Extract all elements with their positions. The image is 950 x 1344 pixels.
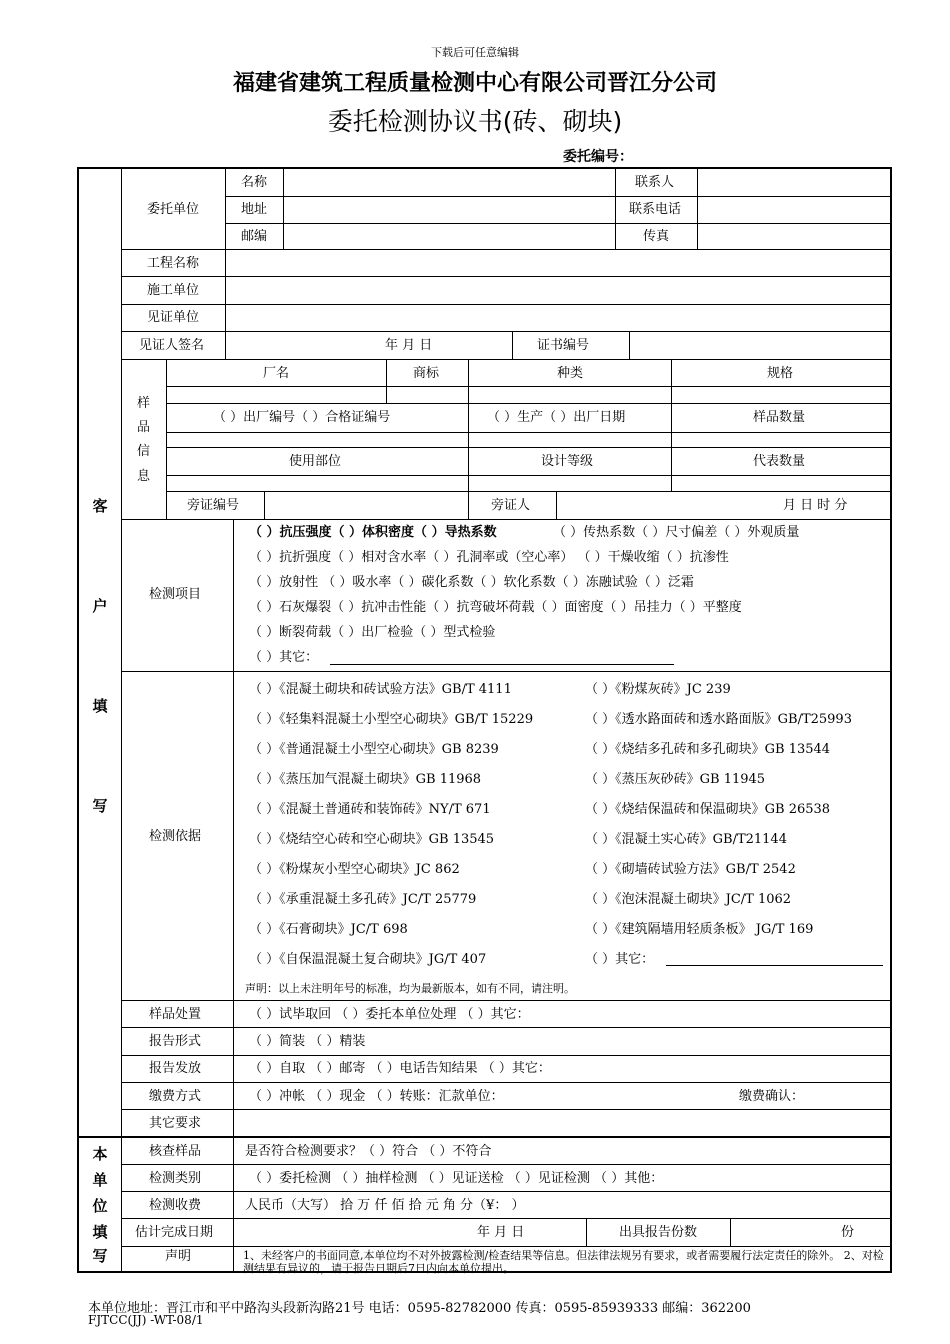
- report-copies-label: 出具报告份数: [619, 1225, 698, 1240]
- sample-quantity-label: 样品数量: [753, 410, 806, 425]
- basis-right-2[interactable]: （ ）《透水路面砖和透水路面版》GB/T25993: [585, 712, 852, 727]
- test-items-line-1[interactable]: （ ）抗压强度（ ）体积密度（ ）导热系数: [249, 525, 497, 540]
- basis-left-9[interactable]: （ ）《石膏砌块》JC/T 698: [249, 922, 408, 937]
- estimated-date-label: 估计完成日期: [135, 1225, 214, 1240]
- basis-right-1[interactable]: （ ）《粉煤灰砖》JC 239: [585, 682, 731, 697]
- test-items-line-3[interactable]: （ ）放射性 （ ）吸水率（ ）碳化系数（ ）软化系数（ ）冻融试验（ ）泛霜: [249, 575, 694, 590]
- test-items-label: 检测项目: [149, 587, 202, 602]
- test-items-line-1-tail[interactable]: （ ）传热系数（ ）尺寸偏差（ ）外观质量: [553, 525, 800, 540]
- footer-address: 本单位地址：晋江市和平中路沟头段新沟路21号 电话：0595-82782000 传真：0595-85939333 邮编：362200: [88, 1301, 751, 1316]
- design-grade-label: 设计等级: [541, 454, 594, 469]
- unit-fill-char-5: 写: [92, 1247, 108, 1265]
- basis-note: 声明：以上未注明年号的标准，均为最新版本，如有不同，请注明。: [245, 982, 575, 995]
- construction-unit-field[interactable]: [226, 277, 888, 303]
- test-fee-options[interactable]: 人民币（大写） 拾 万 仟 佰 拾 元 角 分（¥： ）: [245, 1198, 525, 1213]
- project-name-label: 工程名称: [147, 256, 200, 271]
- construction-unit-label: 施工单位: [147, 283, 200, 298]
- sample-info-char-4: 息: [137, 469, 151, 484]
- basis-left-5[interactable]: （ ）《混凝土普通砖和装饰砖》NY/T 671: [249, 802, 491, 817]
- unit-fill-char-4: 填: [92, 1223, 108, 1241]
- footer-code: FJTCC(JJ) -WT-08/1: [88, 1313, 204, 1327]
- client-unit-label: 委托单位: [147, 202, 200, 217]
- contact-field[interactable]: [698, 170, 888, 195]
- sample-info-char-3: 信: [137, 444, 151, 459]
- unit-fill-char-2: 单: [92, 1171, 108, 1189]
- fax-field[interactable]: [698, 224, 888, 248]
- unit-fill-char-3: 位: [92, 1197, 108, 1215]
- factory-name-label: 厂名: [263, 366, 290, 381]
- witness-unit-field[interactable]: [226, 305, 888, 330]
- basis-left-1[interactable]: （ ）《混凝土砌块和砖试验方法》GB/T 4111: [249, 682, 512, 697]
- side-evidence-person-label: 旁证人: [491, 498, 531, 513]
- test-category-label: 检测类别: [149, 1171, 202, 1186]
- client-name-field[interactable]: [284, 170, 614, 195]
- sample-info-char-2: 品: [137, 420, 151, 435]
- basis-right-6[interactable]: （ ）《混凝土实心砖》GB/T21144: [585, 832, 787, 847]
- witness-sign-label: 见证人签名: [139, 338, 205, 353]
- test-items-line-4[interactable]: （ ）石灰爆裂（ ）抗冲击性能（ ）抗弯破坏荷载（ ）面密度（ ）吊挂力（ ）平整度: [249, 600, 742, 615]
- test-items-other[interactable]: （ ）其它：: [249, 650, 319, 665]
- entrust-number-label: 委托编号：: [563, 149, 633, 165]
- report-form-options[interactable]: （ ）简装 （ ）精装: [249, 1034, 366, 1049]
- other-requirements-field[interactable]: [234, 1110, 888, 1135]
- unit-fill-char-1: 本: [92, 1145, 108, 1163]
- witness-sign-date: 年 月 日: [385, 338, 433, 353]
- factory-number-label: （ ）出厂编号（ ）合格证编号: [213, 410, 391, 425]
- payment-confirm-label: 缴费确认：: [739, 1089, 805, 1104]
- client-fill-char-4: 写: [92, 797, 108, 815]
- report-form-label: 报告形式: [149, 1034, 202, 1049]
- other-requirements-label: 其它要求: [149, 1116, 202, 1131]
- payment-method-label: 缴费方式: [149, 1089, 202, 1104]
- check-sample-label: 核查样品: [149, 1144, 202, 1159]
- cert-number-field[interactable]: [630, 332, 888, 358]
- sample-disposal-label: 样品处置: [149, 1007, 202, 1022]
- fax-label: 传真: [643, 229, 670, 244]
- contact-label: 联系人: [635, 175, 675, 190]
- client-address-field[interactable]: [284, 197, 614, 222]
- client-fill-char-2: 户: [92, 597, 108, 615]
- spec-label: 规格: [767, 366, 794, 381]
- type-label: 种类: [557, 366, 584, 381]
- check-sample-options[interactable]: 是否符合检测要求？（ ）符合 （ ）不符合: [245, 1144, 492, 1159]
- basis-left-6[interactable]: （ ）《烧结空心砖和空心砌块》GB 13545: [249, 832, 495, 847]
- represent-quantity-label: 代表数量: [753, 454, 806, 469]
- estimated-date-value: 年 月 日: [477, 1225, 525, 1240]
- phone-label: 联系电话: [629, 202, 682, 217]
- witness-unit-label: 见证单位: [147, 310, 200, 325]
- client-fill-char-3: 填: [92, 697, 108, 715]
- basis-left-2[interactable]: （ ）《轻集料混凝土小型空心砌块》GB/T 15229: [249, 712, 534, 727]
- test-fee-label: 检测收费: [149, 1198, 202, 1213]
- test-basis-label: 检测依据: [149, 829, 202, 844]
- statement-label: 声明: [165, 1249, 192, 1264]
- basis-left-8[interactable]: （ ）《承重混凝土多孔砖》JC/T 25779: [249, 892, 477, 907]
- report-issue-options[interactable]: （ ）自取 （ ）邮寄 （ ）电话告知结果 （ ）其它：: [249, 1061, 551, 1076]
- statement-text: 1、未经客户的书面同意,本单位均不对外披露检测/检查结果等信息。但法律法规另有要求，或者需要履行法定责任的除外。 2、对检测结果有异议的，请于报告日期后7日内向本单位提出。: [243, 1249, 884, 1275]
- basis-left-7[interactable]: （ ）《粉煤灰小型空心砌块》JC 862: [249, 862, 460, 877]
- client-fill-char-1: 客: [92, 497, 108, 515]
- basis-right-4[interactable]: （ ）《蒸压灰砂砖》GB 11945: [585, 772, 766, 787]
- side-evidence-number-label: 旁证编号: [187, 498, 240, 513]
- phone-field[interactable]: [698, 197, 888, 222]
- report-issue-label: 报告发放: [149, 1061, 202, 1076]
- use-part-label: 使用部位: [289, 454, 342, 469]
- sample-disposal-options[interactable]: （ ）试毕取回 （ ）委托本单位处理 （ ）其它：: [249, 1007, 530, 1022]
- side-evidence-datetime: 月 日 时 分: [783, 498, 848, 513]
- brand-label: 商标: [413, 366, 440, 381]
- basis-right-9[interactable]: （ ）《建筑隔墙用轻质条板》 JG/T 169: [585, 922, 814, 937]
- client-postcode-field[interactable]: [284, 224, 614, 248]
- sample-info-char-1: 样: [137, 396, 151, 411]
- project-name-field[interactable]: [226, 250, 888, 275]
- payment-method-options[interactable]: （ ）冲帐 （ ）现金 （ ）转账：汇款单位：: [249, 1089, 504, 1104]
- produce-date-label: （ ）生产（ ）出厂日期: [487, 410, 626, 425]
- test-items-line-5[interactable]: （ ）断裂荷载（ ）出厂检验（ ）型式检验: [249, 625, 496, 640]
- basis-right-5[interactable]: （ ）《烧结保温砖和保温砌块》GB 26538: [585, 802, 831, 817]
- address-label: 地址: [241, 202, 268, 217]
- basis-right-7[interactable]: （ ）《砌墙砖试验方法》GB/T 2542: [585, 862, 796, 877]
- basis-right-8[interactable]: （ ）《泡沫混凝土砌块》JC/T 1062: [585, 892, 792, 907]
- basis-left-10[interactable]: （ ）《自保温混凝土复合砌块》JG/T 407: [249, 952, 487, 967]
- top-note: 下载后可任意编辑: [431, 46, 519, 59]
- test-items-line-2[interactable]: （ ）抗折强度（ ）相对含水率（ ）孔洞率或（空心率） （ ）干燥收缩（ ）抗渗性: [249, 550, 729, 565]
- name-label: 名称: [241, 175, 268, 190]
- document-title: 委托检测协议书(砖、砌块): [327, 107, 623, 136]
- basis-right-other[interactable]: （ ）其它：: [585, 952, 655, 967]
- basis-left-3[interactable]: （ ）《普通混凝土小型空心砌块》GB 8239: [249, 742, 499, 757]
- company-title: 福建省建筑工程质量检测中心有限公司晋江分公司: [232, 71, 717, 96]
- form-table: [77, 167, 892, 1273]
- test-category-options[interactable]: （ ）委托检测 （ ）抽样检测 （ ）见证送检 （ ）见证检测 （ ）其他：: [249, 1171, 664, 1186]
- basis-right-3[interactable]: （ ）《烧结多孔砖和多孔砌块》GB 13544: [585, 742, 831, 757]
- copies-unit: 份: [841, 1225, 855, 1240]
- basis-left-4[interactable]: （ ）《蒸压加气混凝土砌块》GB 11968: [249, 772, 482, 787]
- cert-number-label: 证书编号: [537, 338, 590, 353]
- postcode-label: 邮编: [241, 229, 268, 244]
